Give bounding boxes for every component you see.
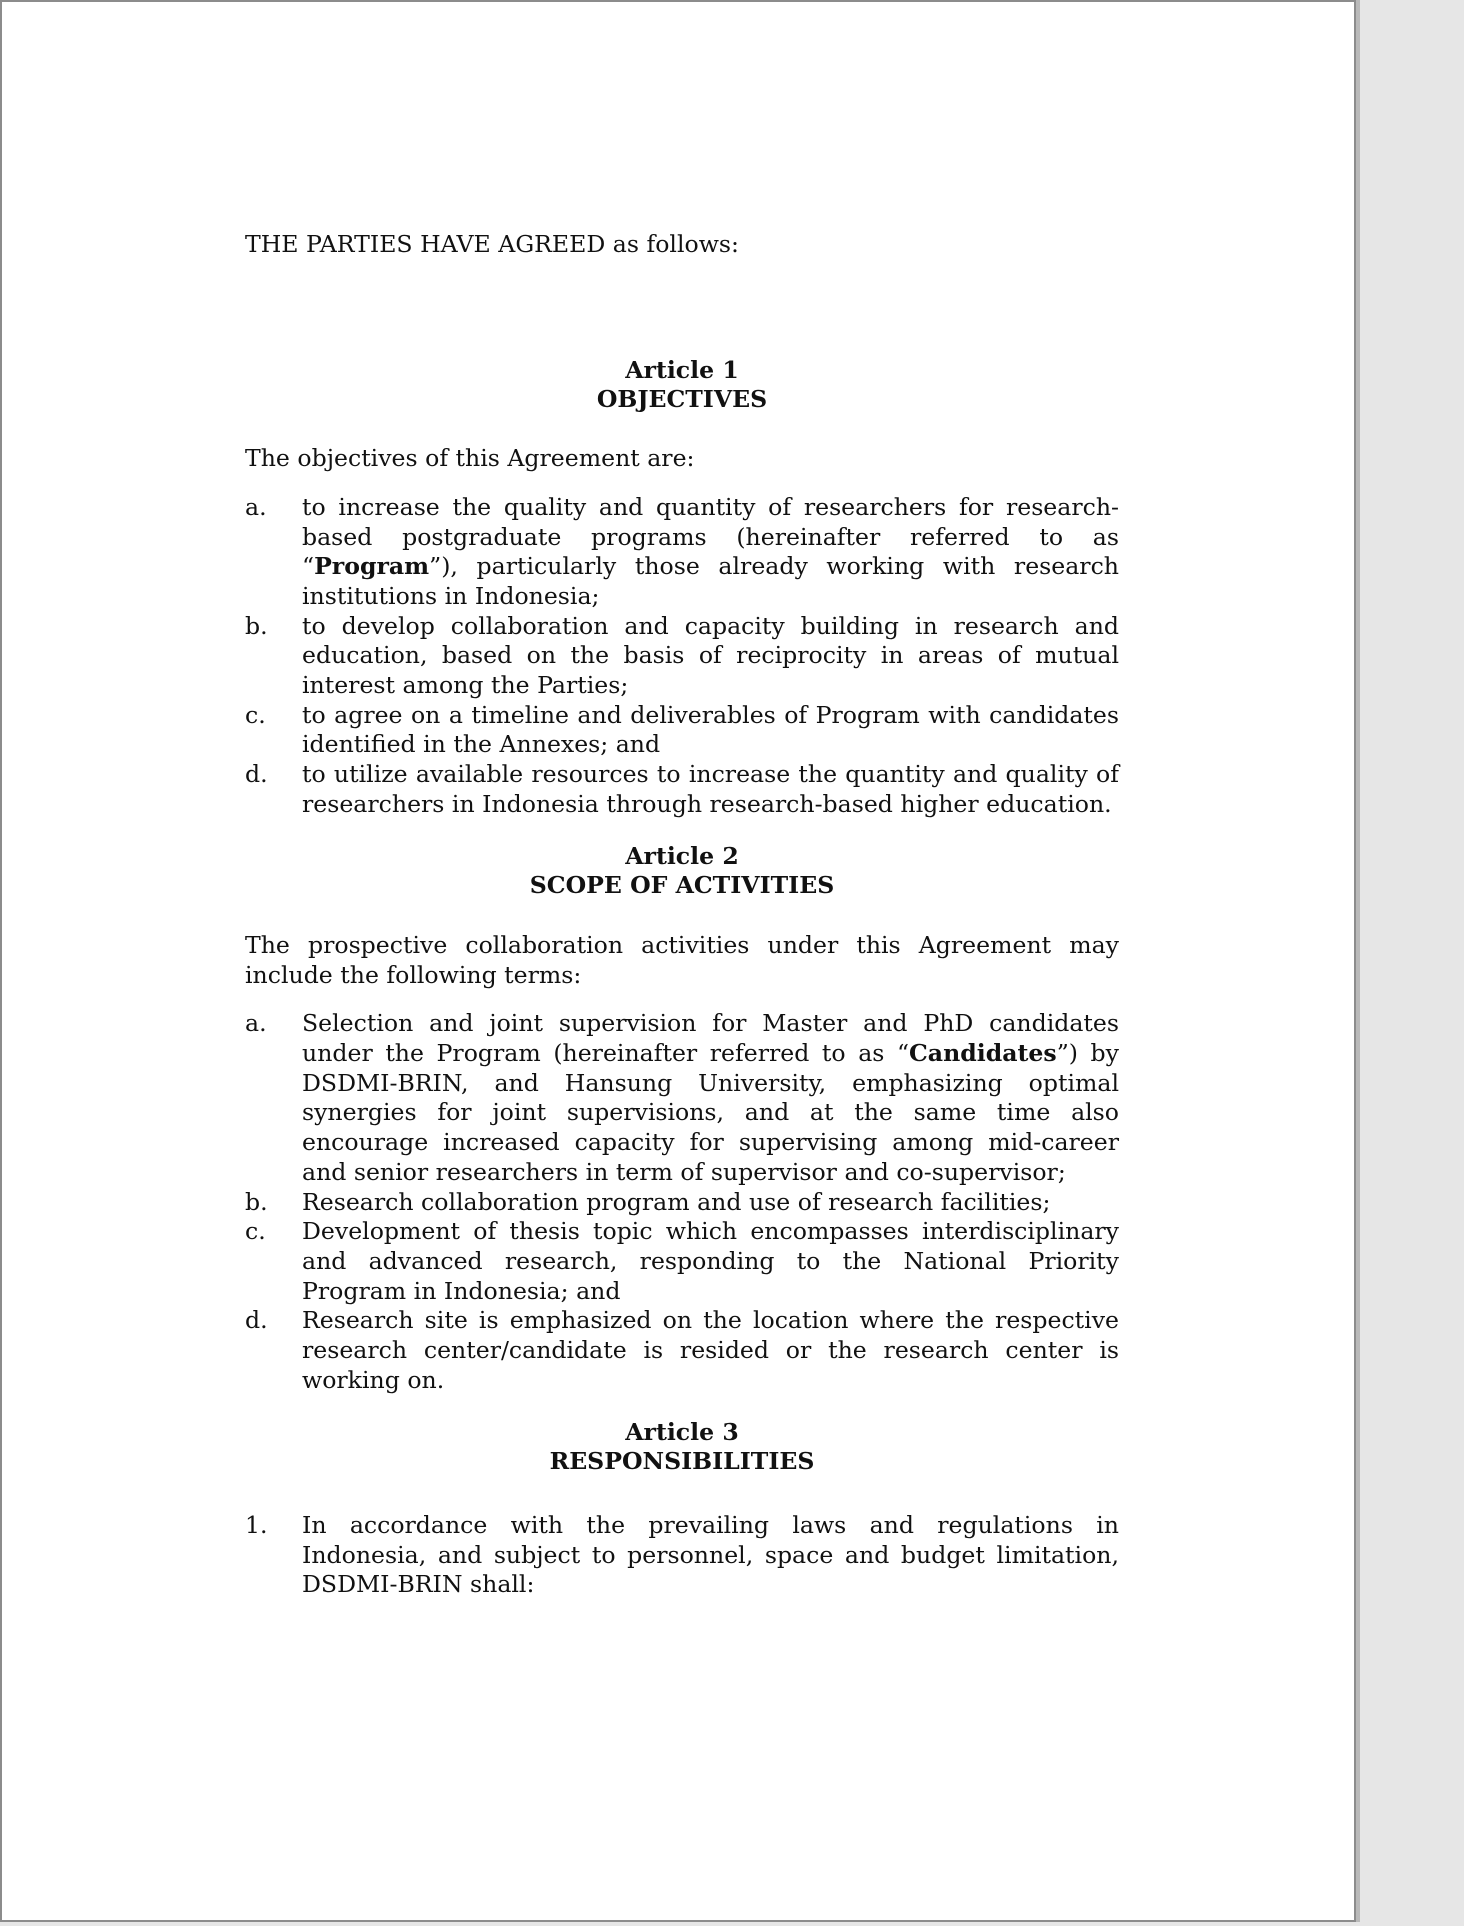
list-marker: b. xyxy=(245,611,268,640)
item-text-end: ”) by DSDMI-BRIN, and Hansung University, emphasizing optimal synergies for joint supervisions, and at the same time also encourage increased capacity for supervising among mid-career and senior researchers in term of supervisor and co-supervisor; xyxy=(302,1039,1119,1186)
list-marker: a. xyxy=(245,1009,267,1038)
defined-term-candidates: Candidates xyxy=(909,1039,1057,1068)
item-text: Research site is emphasized on the location where the respective research center/candidate is resided or the research center is working on. xyxy=(302,1306,1119,1394)
list-marker: c. xyxy=(245,1217,266,1246)
article-2-item-d xyxy=(245,1306,1119,1395)
article-1-title: OBJECTIVES xyxy=(596,385,768,414)
article-1-item-c xyxy=(245,701,1119,760)
article-3-title: RESPONSIBILITIES xyxy=(549,1447,815,1476)
item-text: Development of thesis topic which encompasses interdisciplinary and advanced research, responding to the National Priority Program in Indonesia; and xyxy=(302,1217,1119,1305)
article-1-item-b xyxy=(245,612,1119,701)
defined-term-program: Program xyxy=(314,552,430,581)
item-text: Research collaboration program and use of research facilities; xyxy=(302,1187,1051,1216)
article-1-item-a xyxy=(245,493,1119,612)
intro-paragraph: THE PARTIES HAVE AGREED as follows: xyxy=(245,230,739,258)
list-marker: d. xyxy=(245,760,268,789)
item-text-start: Selection and joint supervision for Master and PhD candidates under the Program (hereinafter referred to as “ xyxy=(302,1009,1119,1068)
item-text: to develop collaboration and capacity building in research and education, based on the basis of reciprocity in areas of mutual interest among the Parties; xyxy=(302,611,1119,700)
item-text: to utilize available resources to increase the quantity and quality of researchers in Indonesia through research-based higher education. xyxy=(302,760,1119,818)
article-2-number: Article 2 xyxy=(625,841,739,870)
item-text-start: to increase the quality and quantity of researchers for research-based postgraduate programs (hereinafter referred to as “ xyxy=(302,492,1119,581)
article-1-lead: The objectives of this Agreement are: xyxy=(245,444,695,473)
list-marker: c. xyxy=(245,700,266,729)
article-1-number: Article 1 xyxy=(625,355,739,384)
item-text-end: ”), particularly those already working with research institutions in Indonesia; xyxy=(302,552,1119,610)
article-2-item-b xyxy=(245,1188,1119,1218)
article-1-heading xyxy=(245,356,1119,415)
article-3-heading xyxy=(245,1418,1119,1477)
list-marker: d. xyxy=(245,1306,268,1335)
article-2-heading xyxy=(245,842,1119,901)
list-marker: 1. xyxy=(245,1510,268,1539)
article-2-lead: The prospective collaboration activities under this Agreement may include the following terms: xyxy=(245,930,1119,989)
article-2-item-c xyxy=(245,1217,1119,1306)
list-marker: a. xyxy=(245,492,267,521)
article-1-item-d xyxy=(245,760,1119,819)
article-2-item-a xyxy=(245,1009,1119,1187)
article-2-list xyxy=(245,1009,1119,1395)
article-3-item-1 xyxy=(245,1511,1119,1600)
article-1-list xyxy=(245,493,1119,820)
article-2-title: SCOPE OF ACTIVITIES xyxy=(529,871,835,900)
article-3-number: Article 3 xyxy=(625,1417,739,1446)
article-3-list xyxy=(245,1511,1119,1600)
item-text: to agree on a timeline and deliverables of Program with candidates identified in the Annexes; and xyxy=(302,700,1119,759)
item-text: In accordance with the prevailing laws and regulations in Indonesia, and subject to personnel, space and budget limitation, DSDMI-BRIN shall: xyxy=(302,1510,1119,1599)
list-marker: b. xyxy=(245,1187,268,1216)
page-content xyxy=(245,230,1119,1600)
